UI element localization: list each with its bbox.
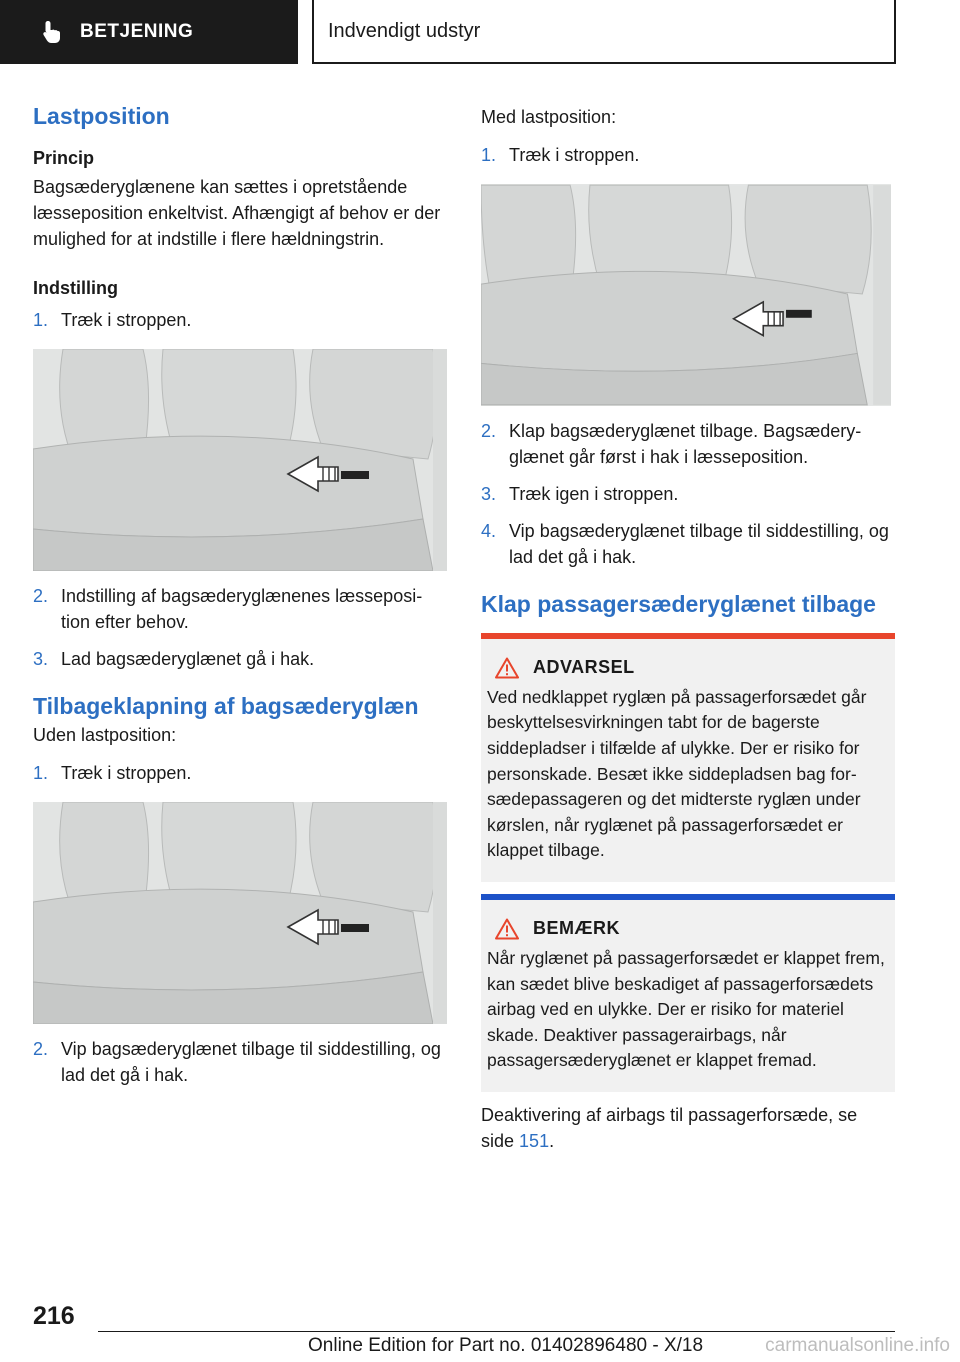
section-label: BETJENING <box>80 21 194 42</box>
airbag-deactivation-end: . <box>549 1130 555 1151</box>
seat-illustration-svg-3 <box>481 184 891 406</box>
chapter-title: Indvendigt udstyr <box>328 19 481 42</box>
step-number: 4. <box>481 521 497 541</box>
step-text: Træk i stroppen. <box>509 145 640 165</box>
with-load-steps-rest <box>481 418 895 570</box>
right-column <box>481 100 895 1154</box>
chapter-title-box <box>312 0 896 64</box>
page-reference-link[interactable]: 151 <box>519 1130 550 1151</box>
edition-note: Online Edition for Part no. 01402896480 - X/18 <box>308 1335 704 1356</box>
setting-heading: Indstilling <box>33 278 118 299</box>
fold-steps-first <box>33 760 445 786</box>
pointing-hand-icon <box>40 19 66 45</box>
warning-header <box>487 657 887 679</box>
step-item <box>33 646 445 672</box>
warning-text: Ved nedklappet ryglæn på passagerforsædet går beskyttelsesvirkningen tabt for de bagerste siddepladser i tilfælde af ulykke. Der er risiko for personskade. Besæt ikke siddepladsen bag forsædepassageren og det midterste ryglæn under kørslen, når ryglænet på passagerforsædet er klappet tilbage. <box>487 686 867 861</box>
watermark: carmanualsonline.info <box>765 1335 950 1356</box>
step-number: 2. <box>481 421 497 441</box>
step-text: Vip bagsæderyglænet tilbage til siddestilling, og lad det gå i hak. <box>61 1039 441 1086</box>
notice-triangle-icon <box>495 918 519 940</box>
step-number: 3. <box>481 484 497 504</box>
with-load-steps-first <box>481 142 895 168</box>
setting-steps-rest <box>33 583 445 672</box>
airbag-deactivation-label: Deaktivering af airbags til passagerforsæde, se side <box>481 1104 858 1151</box>
step-text: Træk i stroppen. <box>61 309 192 330</box>
warning-triangle-icon <box>495 657 519 679</box>
rear-seat-strap-illustration <box>33 349 447 571</box>
page-number: 216 <box>33 1302 75 1330</box>
step-item <box>481 481 895 507</box>
seat-illustration-svg-2 <box>33 802 447 1024</box>
step-number: 3. <box>33 648 49 669</box>
footer-divider <box>98 1331 895 1332</box>
principle-heading: Princip <box>33 147 95 168</box>
step-item <box>481 518 895 570</box>
notice-header <box>487 918 887 940</box>
airbag-deactivation-text <box>481 1102 895 1154</box>
step-text: Klap bagsæderyglænet tilbage. Bagsæderyglænet går først i hak i læsseposition. <box>509 421 862 467</box>
left-column <box>33 100 445 1088</box>
fold-steps-rest <box>33 1036 445 1088</box>
notice-label: BEMÆRK <box>533 918 620 939</box>
header-section-tab <box>0 0 298 64</box>
notice-text: Når ryglænet på passagerforsædet er klappet frem, kan sædet blive beskadiget af passagerforsædets airbag ved en ulykke. Der er risiko for materiel skade. Deaktiver passagerairbags, når passagersæderyglænet er klappet fremad. <box>487 947 885 1071</box>
warning-box <box>481 639 895 882</box>
fold-intro: Uden lastposition: <box>33 725 177 746</box>
step-item <box>33 1036 445 1088</box>
step-item <box>481 142 895 168</box>
rear-seat-strap-illustration-2 <box>33 802 447 1024</box>
with-load-intro: Med lastposition: <box>481 107 617 127</box>
section-title-lastposition: Lastposition <box>33 103 170 129</box>
step-text: Vip bagsæderyglænet tilbage til siddestilling, og lad det gå i hak. <box>509 521 889 567</box>
setting-steps-first <box>33 307 445 333</box>
seat-illustration-svg <box>33 349 447 571</box>
section-title-fold-back: Tilbageklapning af bagsæderyglæn <box>33 692 419 719</box>
step-number: 1. <box>33 763 49 784</box>
step-text: Lad bagsæderyglænet gå i hak. <box>61 648 315 669</box>
step-text: Indstilling af bagsæderyglænenes læsseposition efter behov. <box>61 585 423 632</box>
rear-seat-strap-illustration-3 <box>481 184 891 406</box>
warning-label: ADVARSEL <box>533 657 635 678</box>
step-number: 1. <box>33 309 49 330</box>
step-item <box>33 760 445 786</box>
step-item <box>481 418 895 470</box>
step-item <box>33 583 445 635</box>
step-number: 2. <box>33 585 49 606</box>
step-text: Træk i stroppen. <box>61 763 192 784</box>
step-number: 1. <box>481 145 497 165</box>
section-title-passenger-seat: Klap passagersæderyglænet tilbage <box>481 591 876 617</box>
notice-box <box>481 900 895 1092</box>
step-item <box>33 307 445 333</box>
step-text: Træk igen i stroppen. <box>509 484 679 504</box>
principle-text: Bagsæderyglænene kan sættes i opretstående læsseposition enkeltvist. Afhængigt af behov er der mulighed for at indstille i flere hældningstrin. <box>33 177 441 250</box>
step-number: 2. <box>33 1039 49 1060</box>
